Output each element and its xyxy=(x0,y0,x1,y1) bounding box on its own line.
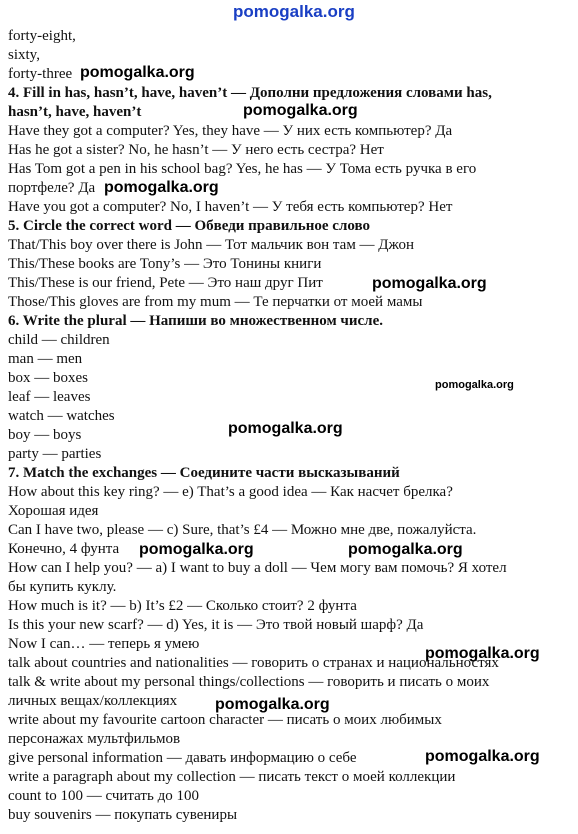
text-line: count to 100 — считать до 100 xyxy=(8,788,199,804)
text-line: write about my favourite cartoon character — писать о моих любимых xyxy=(8,712,442,728)
text-line: sixty, xyxy=(8,47,40,63)
watermark: pomogalka.org xyxy=(425,645,540,662)
text-line: How much is it? — b) It’s £2 — Сколько стоит? 2 фунта xyxy=(8,598,357,614)
text-line: Have they got a computer? Yes, they have — У них есть компьютер? Да xyxy=(8,123,453,139)
text-line: give personal information — давать информацию о себе xyxy=(8,750,357,766)
watermark: pomogalka.org xyxy=(425,748,540,765)
watermark: pomogalka.org xyxy=(104,179,219,196)
text-line: Can I have two, please — c) Sure, that’s £4 — Можно мне две, пожалуйста. xyxy=(8,522,477,538)
text-line: box — boxes xyxy=(8,370,88,386)
text-line: Has Tom got a pen in his school bag? Yes, he has — У Тома есть ручка в его xyxy=(8,161,477,177)
watermark: pomogalka.org xyxy=(372,275,487,292)
text-line: This/These books are Tony’s — Это Тонины книги xyxy=(8,256,322,272)
text-line: forty-eight, xyxy=(8,28,76,44)
text-line: That/This boy over there is John — Тот мальчик вон там — Джон xyxy=(8,237,415,253)
watermark: pomogalka.org xyxy=(139,541,254,558)
text-line: write a paragraph about my collection — писать текст о моей коллекции xyxy=(8,769,456,785)
text-line: портфеле? Да xyxy=(8,180,96,196)
section-heading: 5. Circle the correct word — Обведи правильное слово xyxy=(8,218,370,234)
section-heading: 6. Write the plural — Напиши во множественном числе. xyxy=(8,313,384,329)
text-line: man — men xyxy=(8,351,83,367)
text-line: Конечно, 4 фунта xyxy=(8,541,120,557)
text-line: Now I can… — теперь я умею xyxy=(8,636,200,652)
text-line: бы купить куклу. xyxy=(8,579,117,595)
text-line: talk about countries and nationalities — говорить о странах и национальностях xyxy=(8,655,499,671)
text-line: личных вещах/коллекциях xyxy=(8,693,178,709)
watermark: pomogalka.org xyxy=(348,541,463,558)
text-line: Has he got a sister? No, he hasn’t — У него есть сестра? Нет xyxy=(8,142,384,158)
text-line: персонажах мультфильмов xyxy=(8,731,181,747)
section-heading: 7. Match the exchanges — Соедините части высказываний xyxy=(8,465,400,481)
text-line: Хорошая идея xyxy=(8,503,99,519)
watermark-top: pomogalka.org xyxy=(233,2,355,21)
text-line: child — children xyxy=(8,332,110,348)
watermark: pomogalka.org xyxy=(243,102,358,119)
text-line: forty-three xyxy=(8,66,73,82)
text-line: How can I help you? — a) I want to buy a doll — Чем могу вам помочь? Я хотел xyxy=(8,560,507,576)
watermark: pomogalka.org xyxy=(228,420,343,437)
watermark-small: pomogalka.org xyxy=(435,379,514,391)
section-heading: 4. Fill in has, hasn’t, have, haven’t — Дополни предложения словами has, xyxy=(8,85,492,101)
text-line: Have you got a computer? No, I haven’t — У тебя есть компьютер? Нет xyxy=(8,199,453,215)
text-line: buy souvenirs — покупать сувениры xyxy=(8,807,238,823)
section-heading: hasn’t, have, haven’t xyxy=(8,104,142,120)
watermark: pomogalka.org xyxy=(215,696,330,713)
text-line: talk & write about my personal things/collections — говорить и писать о моих xyxy=(8,674,490,690)
text-line: Is this your new scarf? — d) Yes, it is — Это твой новый шарф? Да xyxy=(8,617,424,633)
watermark: pomogalka.org xyxy=(80,64,195,81)
text-line: watch — watches xyxy=(8,408,115,424)
text-line: How about this key ring? — e) That’s a good idea — Как насчет брелка? xyxy=(8,484,453,500)
text-line: This/These is our friend, Pete — Это наш друг Пит xyxy=(8,275,323,291)
text-line: Those/This gloves are from my mum — Те перчатки от моей мамы xyxy=(8,294,423,310)
text-line: party — parties xyxy=(8,446,102,462)
text-line: boy — boys xyxy=(8,427,82,443)
text-line: leaf — leaves xyxy=(8,389,91,405)
